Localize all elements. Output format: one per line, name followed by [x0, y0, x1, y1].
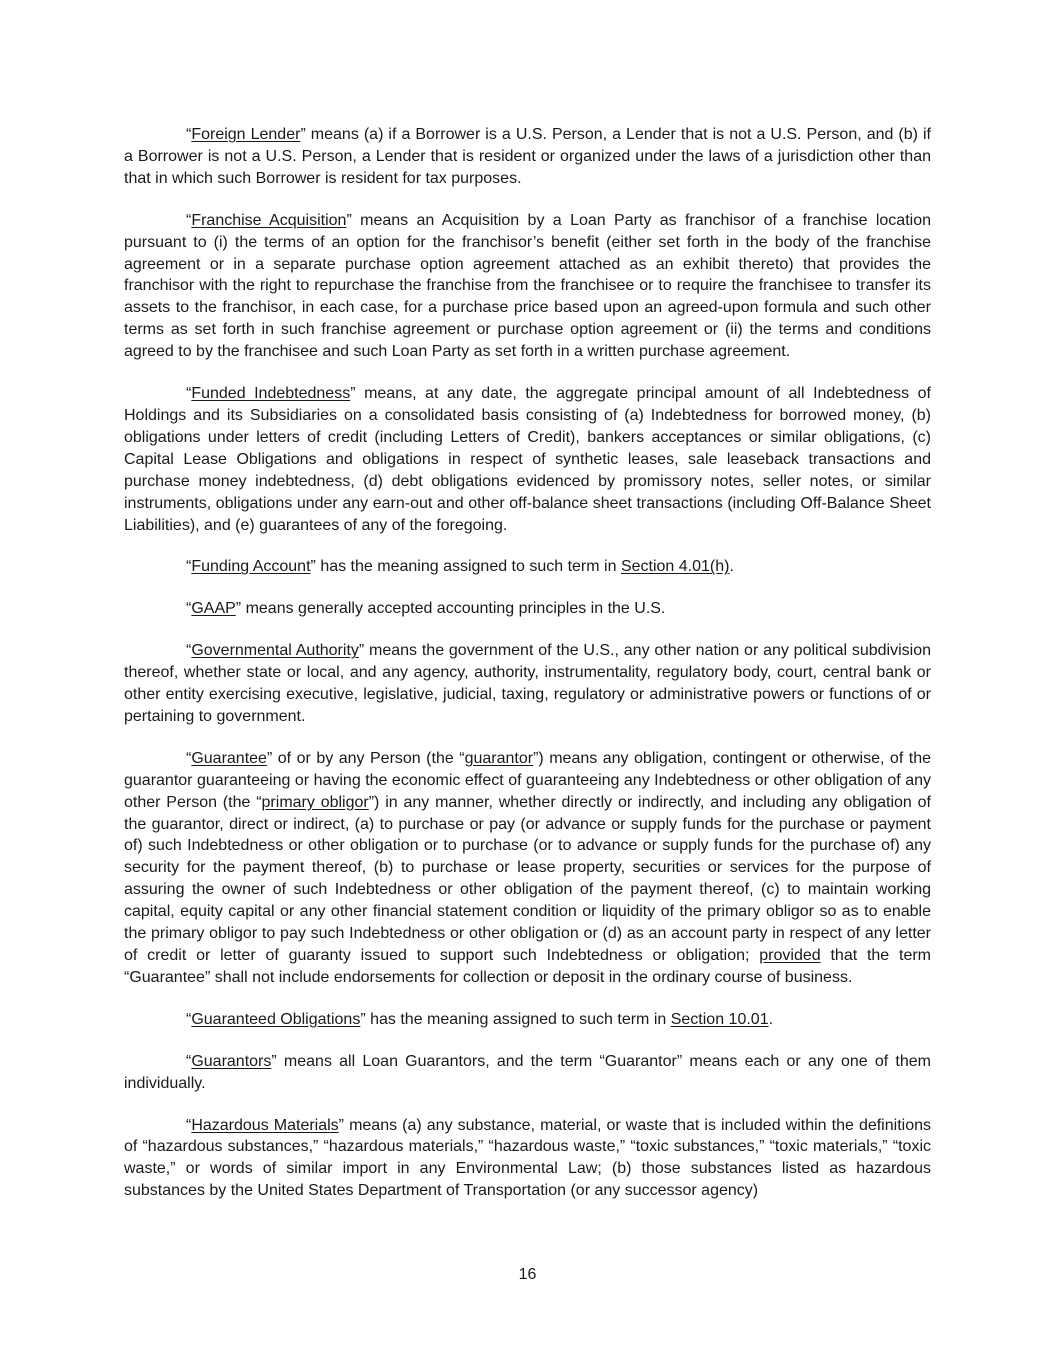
definition-guarantee: “Guarantee” of or by any Person (the “guarantor”) means any obligation, contingent or otherwise, of the guarantor guaranteeing or having the economic effect of guaranteeing any Indebtedness or other obligation of any other Person (the “primary obligor”) in any manner, whether directly or indirectly, and including any obligation of the guarantor, direct or indirect, (a) to purchase or pay (or advance or supply funds for the purchase or payment of) such Indebtedness or other obligation or to purchase (or to advance or supply funds for the purchase of) any security for the payment thereof, (b) to purchase or lease property, securities or services for the purpose of assuring the owner of such Indebtedness or other obligation of the payment thereof, (c) to maintain working capital, equity capital or any other financial statement condition or liquidity of the primary obligor so as to enable the primary obligor to pay such Indebtedness or other obligation or (d) as an account party in respect of any letter of credit or letter of guaranty issued to support such Indebtedness or obligation; provided that the term “Guarantee” shall not include endorsements for collection or deposit in the ordinary course of business.	[124, 749, 931, 986]
definition-funded-indebtedness: “Funded Indebtedness” means, at any date, the aggregate principal amount of all Indebtedness of Holdings and its Subsidiaries on a consolidated basis consisting of (a) Indebtedness for borrowed money, (b) obligations under letters of credit (including Letters of Credit), bankers acceptances or similar obligations, (c) Capital Lease Obligations and obligations in respect of synthetic leases, sale leaseback transactions and purchase money indebtedness, (d) debt obligations evidenced by promissory notes, seller notes, or similar instruments, obligations under any earn-out and other off-balance sheet transactions (including Off-Balance Sheet Liabilities), and (e) guarantees of any of the foregoing.	[124, 385, 932, 534]
definition-guarantors: “Guarantors” means all Loan Guarantors, and the term “Guarantor” means each or any one of them individually.	[124, 1052, 931, 1092]
defined-term: Franchise Acquisition	[191, 211, 347, 229]
definition-text: ”) means any obligation, contingent or otherwise, of the guarantor guaranteeing or having the economic effect of guaranteeing any Indebtedness or other obligation of any other Person (the “	[124, 749, 931, 811]
page-number: 16	[518, 1266, 537, 1283]
defined-term: Guaranteed Obligations	[191, 1010, 361, 1028]
definition-text: means (a) any substance, material, or waste that is included within the definitions of “hazardous substances,” “hazardous materials,” “hazardous waste,” “toxic substances,” “toxic materials,” “toxic waste,” or words of similar import in any Environmental Law; (b) those substances listed as hazardous substances by the United States Department of Transportation (or any successor agency)	[124, 1116, 931, 1200]
defined-term: Guarantee	[191, 749, 267, 767]
definition-guaranteed-obligations: “Guaranteed Obligations” has the meaning assigned to such term in Section 10.01.	[186, 1010, 774, 1028]
defined-term: Guarantors	[191, 1052, 272, 1070]
sub-defined-term: primary obligor	[261, 793, 369, 811]
definition-text: has the meaning assigned to such term in	[320, 558, 617, 576]
defined-term: Governmental Authority	[191, 642, 359, 660]
definition-funding-account: “Funding Account” has the meaning assigned to such term in Section 4.01(h).	[186, 558, 734, 576]
definition-text: means all Loan Guarantors, and the term “Guarantor” means each or any one of them individually.	[124, 1052, 931, 1092]
definition-text: ”) in any manner, whether directly or indirectly, and including any obligation of the guarantor, direct or indirect, (a) to purchase or pay (or advance or supply funds for the purchase or payment of) such Indebtedness or other obligation or to purchase (or to advance or supply funds for the purchase of) any security for the payment thereof, (b) to purchase or lease property, securities or services for the purpose of assuring the owner of such Indebtedness or other obligation of the payment thereof, (c) to maintain working capital, equity capital or any other financial statement condition or liquidity of the primary obligor so as to enable the primary obligor to pay such Indebtedness or other obligation or (d) as an account party in respect of any letter of credit or letter of guaranty issued to support such Indebtedness or obligation;	[124, 793, 931, 964]
defined-term: Foreign Lender	[191, 126, 301, 143]
definition-governmental-authority: “Governmental Authority” means the government of the U.S., any other nation or any political subdivision thereof, whether state or local, and any agency, authority, instrumentality, regulatory body, court, central bank or other entity exercising executive, legislative, judicial, taxing, regulatory or administrative powers or functions of or pertaining to government.	[124, 642, 931, 725]
definition-text-end: .	[768, 1010, 774, 1028]
section-reference: Section 10.01	[670, 1010, 769, 1028]
definition-text: has the meaning assigned to such term in	[370, 1010, 667, 1028]
definition-gaap: “GAAP” means generally accepted accounting principles in the U.S.	[186, 600, 666, 618]
defined-term: GAAP	[191, 600, 236, 618]
definitions-section	[124, 124, 931, 1202]
definition-text: means generally accepted accounting principles in the U.S.	[245, 600, 666, 618]
defined-term: Funded Indebtedness	[191, 385, 351, 403]
definition-foreign-lender: “Foreign Lender” means (a) if a Borrower is a U.S. Person, a Lender that is not a U.S. Person, and (b) if a Borrower is not a U.S. Person, a Lender that is resident or organized under the laws of a jurisdiction other than that in which such Borrower is resident for tax purposes.	[124, 126, 932, 187]
definition-text: means the government of the U.S., any other nation or any political subdivision thereof, whether state or local, and any agency, authority, instrumentality, regulatory body, court, central bank or other entity exercising executive, legislative, judicial, taxing, regulatory or administrative powers or functions of or pertaining to government.	[124, 642, 931, 725]
definition-franchise-acquisition: “Franchise Acquisition” means an Acquisition by a Loan Party as franchisor of a franchise location pursuant to (i) the terms of an option for the franchisor’s benefit (either set forth in the body of the franchise agreement or in a separate purchase option agreement attached as an exhibit thereto) that provides the franchisor with the right to repurchase the franchise from the franchisee or to require the franchisee to transfer its assets to the franchisor, in each case, for a purchase price based upon an agreed-upon formula and such other terms as set forth in such franchise agreement or purchase option agreement or (ii) the terms and conditions agreed to by the franchisee and such Loan Party as set forth in a written purchase agreement.	[124, 211, 932, 361]
definition-text: that the term “Guarantee” shall not include endorsements for collection or deposit in the ordinary course of business.	[124, 947, 931, 986]
definition-text: means an Acquisition by a Loan Party as franchisor of a franchise location pursuant to (i) the terms of an option for the franchisor’s benefit (either set forth in the body of the franchise agreement or in a separate purchase option agreement attached as an exhibit thereto) that provides the franchisor with the right to repurchase the franchise from the franchisee or to require the franchisee to transfer its assets to the franchisor, in each case, for a purchase price based upon an agreed-upon formula and such other terms as set forth in such franchise agreement or purchase option agreement or (ii) the terms and conditions agreed to by the franchisee and such Loan Party as set forth in a written purchase agreement.	[124, 211, 932, 361]
definition-text: of or by any Person (the “	[277, 749, 465, 767]
definition-text: means, at any date, the aggregate principal amount of all Indebtedness of Holdings and its Subsidiaries on a consolidated basis consisting of (a) Indebtedness for borrowed money, (b) obligations under letters of credit (including Letters of Credit), bankers acceptances or similar obligations, (c) Capital Lease Obligations and obligations in respect of synthetic leases, sale leaseback transactions and purchase money indebtedness, (d) debt obligations evidenced by promissory notes, seller notes, or similar instruments, obligations under any earn-out and other off-balance sheet transactions (including Off-Balance Sheet Liabilities), and (e) guarantees of any of the foregoing.	[124, 385, 932, 534]
defined-term: Funding Account	[191, 558, 311, 576]
section-reference: Section 4.01(h)	[620, 558, 730, 576]
definition-text: means (a) if a Borrower is a U.S. Person, a Lender that is not a U.S. Person, and (b) if a Borrower is not a U.S. Person, a Lender that is resident or organized under the laws of a jurisdiction other than that in which such Borrower is resident for tax purposes.	[124, 126, 932, 187]
definition-text-end: .	[729, 558, 734, 576]
defined-term: Hazardous Materials	[191, 1116, 339, 1134]
sub-defined-term: guarantor	[464, 749, 534, 767]
definition-hazardous-materials: “Hazardous Materials” means (a) any substance, material, or waste that is included within the definitions of “hazardous substances,” “hazardous materials,” “hazardous waste,” “toxic substances,” “toxic materials,” “toxic waste,” or words of similar import in any Environmental Law; (b) those substances listed as hazardous substances by the United States Department of Transportation (or any successor agency)	[124, 1116, 931, 1200]
proviso-term: provided	[759, 947, 821, 964]
